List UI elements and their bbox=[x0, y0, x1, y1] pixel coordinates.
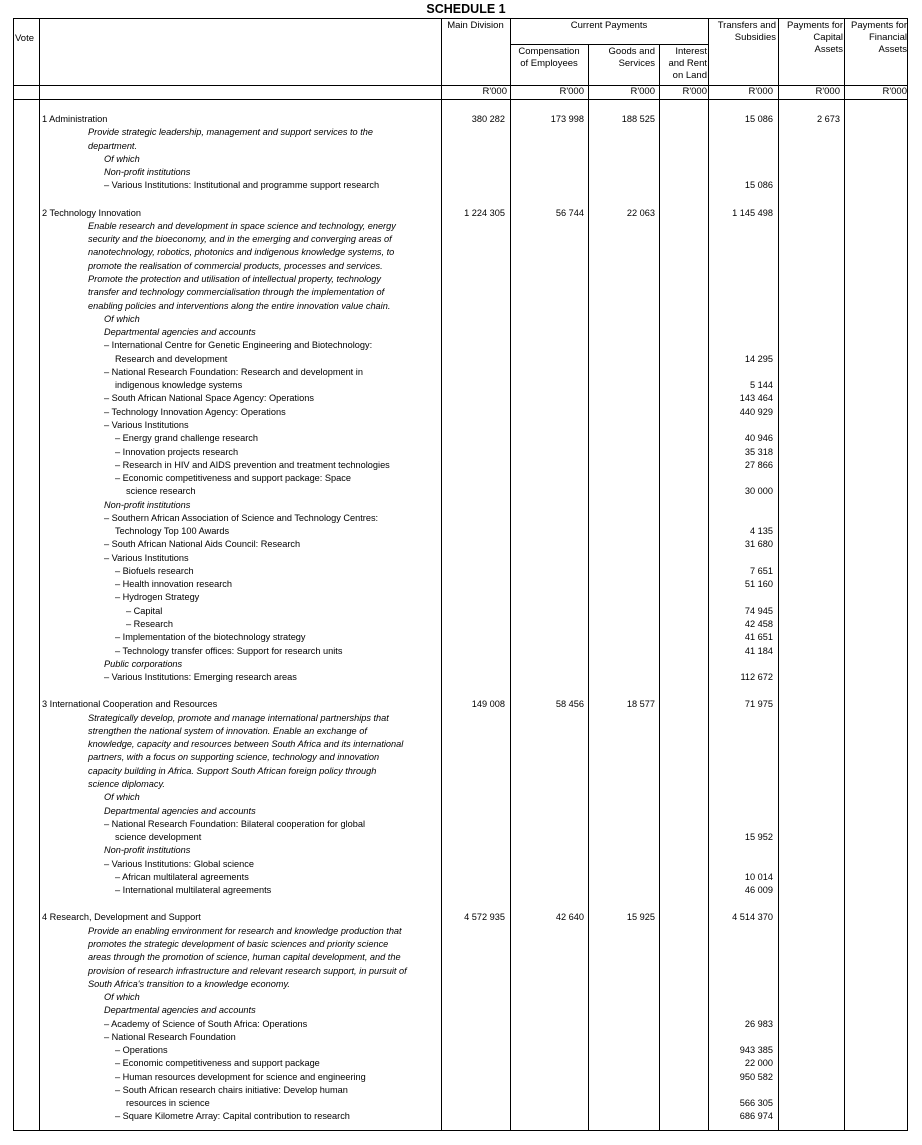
unit-financial: R'000 bbox=[882, 86, 907, 97]
row-label: enabling policies and interventions along the entire innovation value chain. bbox=[88, 300, 391, 311]
col-rule bbox=[510, 18, 511, 1131]
unit-transfers: R'000 bbox=[748, 86, 773, 97]
header-line: Transfers and bbox=[717, 20, 776, 31]
transfers-value: 30 000 bbox=[744, 486, 773, 497]
transfers-header bbox=[708, 20, 776, 44]
goods-services-header bbox=[588, 46, 655, 70]
transfers-value: 943 385 bbox=[739, 1045, 773, 1056]
transfers-value: 35 318 bbox=[744, 446, 773, 457]
main-division-value: 380 282 bbox=[471, 114, 505, 124]
interest-rent-header bbox=[659, 46, 707, 82]
row-label: – National Research Foundation: Research and development in bbox=[104, 366, 363, 377]
row-label: South Africa's transition to a knowledge economy. bbox=[88, 978, 290, 989]
row-label: – Southern African Association of Science and Technology Centres: bbox=[104, 512, 379, 523]
transfers-value: 22 000 bbox=[744, 1058, 773, 1069]
transfers-value: 15 086 bbox=[744, 180, 773, 191]
row-label: – Technology Innovation Agency: Operations bbox=[104, 406, 286, 417]
row-label: capacity building in Africa. Support South African foreign policy through bbox=[88, 765, 377, 776]
row-label: – Energy grand challenge research bbox=[115, 433, 259, 444]
transfers-value: 26 983 bbox=[744, 1018, 773, 1029]
transfers-value: 10 014 bbox=[744, 871, 773, 882]
row-label: – Research in HIV and AIDS prevention and treatment technologies bbox=[115, 459, 390, 470]
row-label: department. bbox=[88, 140, 138, 151]
header-line: Capital bbox=[813, 32, 843, 43]
compensation-header bbox=[510, 46, 588, 70]
row-label: – Health innovation research bbox=[115, 579, 232, 590]
row-label: – Various Institutions bbox=[104, 552, 189, 563]
transfers-value: 46 009 bbox=[744, 885, 773, 896]
row-label: Promote the protection and utilisation of intellectual property, technology bbox=[88, 274, 381, 284]
vote-header: Vote bbox=[15, 33, 35, 44]
header-line: of Employees bbox=[520, 58, 578, 69]
row-label: – African multilateral agreements bbox=[115, 871, 249, 882]
row-label: nanotechnology, robotics, photonics and indigenous knowledge systems, to bbox=[88, 247, 395, 258]
row-label: science research bbox=[126, 486, 196, 497]
header-line: Payments for bbox=[787, 20, 843, 31]
row-label: – International multilateral agreements bbox=[115, 885, 272, 896]
row-label: promote the realisation of commercial products, processes and services. bbox=[88, 260, 383, 271]
subheader-rule bbox=[510, 44, 708, 45]
compensation-value: 42 640 bbox=[555, 912, 584, 923]
row-label: – Implementation of the biotechnology strategy bbox=[115, 632, 306, 643]
row-label: Provide an enabling environment for research and knowledge production that bbox=[88, 925, 402, 936]
row-label: Strategically develop, promote and manage international partnerships that bbox=[88, 712, 389, 723]
schedule-title: SCHEDULE 1 bbox=[426, 2, 506, 16]
main-division-value: 4 572 935 bbox=[464, 912, 505, 923]
row-label: provision of research infrastructure and relevant research support, in pursuit of bbox=[88, 965, 407, 976]
col-rule bbox=[441, 18, 442, 1131]
row-label: – Hydrogen Strategy bbox=[115, 592, 200, 603]
row-label: – South African National Space Agency: Operations bbox=[104, 393, 314, 404]
row-label: Departmental agencies and accounts bbox=[104, 805, 256, 816]
row-label: transfer and technology commercialisation through the implementation of bbox=[88, 287, 385, 298]
main-division-header: Main Division bbox=[447, 20, 504, 31]
unit-interest: R'000 bbox=[682, 86, 707, 97]
transfers-value: 74 945 bbox=[744, 605, 773, 616]
row-label: strengthen the national system of innovation. Enable an exchange of bbox=[88, 725, 367, 736]
main-division-value: 1 224 305 bbox=[464, 207, 505, 218]
transfers-value: 15 952 bbox=[744, 832, 773, 842]
header-line: Subsidies bbox=[734, 32, 776, 43]
row-label: – Economic competitiveness and support package bbox=[115, 1058, 320, 1069]
row-label: – Technology transfer offices: Support for research units bbox=[115, 645, 343, 656]
row-label: indigenous knowledge systems bbox=[115, 380, 243, 391]
row-label: Departmental agencies and accounts bbox=[104, 1005, 256, 1016]
header-line: and Rent bbox=[668, 58, 707, 69]
compensation-value: 56 744 bbox=[555, 207, 584, 218]
row-label: resources in science bbox=[126, 1098, 210, 1109]
row-label: Non-profit institutions bbox=[104, 845, 191, 856]
row-label: – International Centre for Genetic Engineering and Biotechnology: bbox=[104, 340, 373, 351]
col-rule bbox=[778, 18, 779, 1131]
row-label: – National Research Foundation: Bilateral cooperation for global bbox=[104, 818, 365, 829]
row-label: Of which bbox=[104, 792, 140, 803]
row-label: – Innovation projects research bbox=[115, 446, 239, 457]
transfers-value: 51 160 bbox=[744, 579, 773, 590]
transfers-value: 1 145 498 bbox=[732, 207, 773, 218]
header-line: Payments for bbox=[851, 20, 907, 31]
row-label: – Economic competitiveness and support package: Space bbox=[115, 473, 351, 483]
goods-services-value: 18 577 bbox=[626, 699, 655, 710]
transfers-value: 41 651 bbox=[744, 632, 773, 643]
row-label: partners, with a focus on supporting science, technology and innovation bbox=[88, 752, 380, 763]
programme-title: 1 Administration bbox=[42, 114, 108, 124]
row-label: – National Research Foundation bbox=[104, 1031, 236, 1042]
transfers-value: 5 144 bbox=[750, 380, 773, 391]
row-label: Technology Top 100 Awards bbox=[115, 526, 230, 537]
transfers-value: 7 651 bbox=[750, 565, 773, 576]
main-division-value: 149 008 bbox=[471, 699, 505, 710]
transfers-value: 42 458 bbox=[744, 619, 773, 629]
header-line: on Land bbox=[672, 70, 707, 81]
unit-compensation: R'000 bbox=[559, 86, 584, 97]
row-label: Departmental agencies and accounts bbox=[104, 327, 256, 337]
header-line: Interest bbox=[675, 46, 707, 57]
header-line: Services bbox=[618, 58, 655, 69]
col-rule bbox=[39, 18, 40, 1131]
row-label: security and the bioeconomy, and in the emerging and converging areas of bbox=[88, 234, 392, 245]
row-label: Non-profit institutions bbox=[104, 167, 191, 178]
row-label: – South African research chairs initiative: Develop human bbox=[115, 1084, 348, 1095]
row-label: – Various Institutions: Emerging research areas bbox=[104, 672, 297, 683]
transfers-value: 27 866 bbox=[744, 459, 773, 470]
row-label: – Various Institutions bbox=[104, 419, 189, 430]
row-label: Provide strategic leadership, management and support services to the bbox=[88, 127, 373, 138]
row-label: Non-profit institutions bbox=[104, 499, 191, 510]
unit-capital: R'000 bbox=[815, 86, 840, 97]
row-label: – Research bbox=[126, 619, 173, 629]
capital-assets-value: 2 673 bbox=[817, 114, 840, 124]
col-rule bbox=[844, 18, 845, 1131]
row-label: – Biofuels research bbox=[115, 565, 194, 576]
row-label: – Square Kilometre Array: Capital contribution to research bbox=[115, 1111, 350, 1122]
row-label: areas through the promotion of science, human capital development, and the bbox=[88, 952, 401, 963]
transfers-value: 71 975 bbox=[744, 699, 773, 710]
row-label: Public corporations bbox=[104, 658, 183, 669]
row-label: Of which bbox=[104, 153, 140, 164]
capital-assets-header bbox=[778, 20, 843, 56]
col-rule bbox=[659, 44, 660, 1131]
row-label: science diplomacy. bbox=[88, 779, 165, 789]
transfers-value: 14 295 bbox=[744, 353, 773, 364]
row-label: knowledge, capacity and resources between South Africa and its international bbox=[88, 739, 404, 750]
transfers-value: 440 929 bbox=[739, 406, 773, 417]
header-line: Financial bbox=[868, 32, 907, 43]
programme-title: 4 Research, Development and Support bbox=[42, 912, 201, 923]
unit-goods: R'000 bbox=[630, 86, 655, 97]
transfers-value: 4 514 370 bbox=[732, 912, 773, 923]
units-rule bbox=[13, 99, 908, 100]
header-line: Goods and bbox=[608, 46, 655, 57]
header-line: Compensation bbox=[518, 46, 580, 57]
row-label: Enable research and development in space science and technology, energy bbox=[88, 220, 396, 231]
row-label: – Human resources development for science and engineering bbox=[115, 1071, 366, 1082]
transfers-value: 566 305 bbox=[739, 1098, 773, 1109]
current-payments-header: Current Payments bbox=[570, 20, 648, 31]
header-line: Assets bbox=[878, 44, 907, 55]
transfers-value: 4 135 bbox=[750, 526, 773, 537]
transfers-value: 950 582 bbox=[739, 1071, 773, 1082]
row-label: Of which bbox=[104, 992, 140, 1002]
row-label: – Operations bbox=[115, 1045, 168, 1056]
financial-assets-header bbox=[844, 20, 907, 56]
row-label: – Academy of Science of South Africa: Operations bbox=[104, 1018, 308, 1029]
goods-services-value: 15 925 bbox=[626, 912, 655, 923]
compensation-value: 173 998 bbox=[550, 114, 584, 124]
row-label: – Various Institutions: Institutional and programme support research bbox=[104, 180, 380, 191]
header-line: Assets bbox=[814, 44, 843, 55]
programme-title: 2 Technology Innovation bbox=[42, 207, 141, 218]
goods-services-value: 22 063 bbox=[626, 207, 655, 218]
row-label: – South African National Aids Council: Research bbox=[104, 539, 301, 550]
transfers-value: 112 672 bbox=[740, 672, 773, 683]
programme-title: 3 International Cooperation and Resources bbox=[42, 699, 218, 710]
goods-services-value: 188 525 bbox=[621, 114, 655, 124]
row-label: promotes the strategic development of basic sciences and priority science bbox=[88, 938, 389, 949]
transfers-value: 686 974 bbox=[739, 1111, 773, 1122]
row-label: Of which bbox=[104, 313, 140, 324]
row-label: Research and development bbox=[115, 353, 228, 364]
transfers-value: 15 086 bbox=[744, 114, 773, 124]
unit-main-division: R'000 bbox=[482, 86, 507, 97]
row-label: – Various Institutions: Global science bbox=[104, 858, 254, 869]
transfers-value: 31 680 bbox=[744, 539, 773, 550]
transfers-value: 40 946 bbox=[744, 433, 773, 444]
row-label: science development bbox=[115, 832, 202, 842]
row-label: – Capital bbox=[126, 605, 163, 616]
transfers-value: 41 184 bbox=[744, 645, 773, 656]
transfers-value: 143 464 bbox=[739, 393, 773, 404]
compensation-value: 58 456 bbox=[555, 699, 584, 710]
